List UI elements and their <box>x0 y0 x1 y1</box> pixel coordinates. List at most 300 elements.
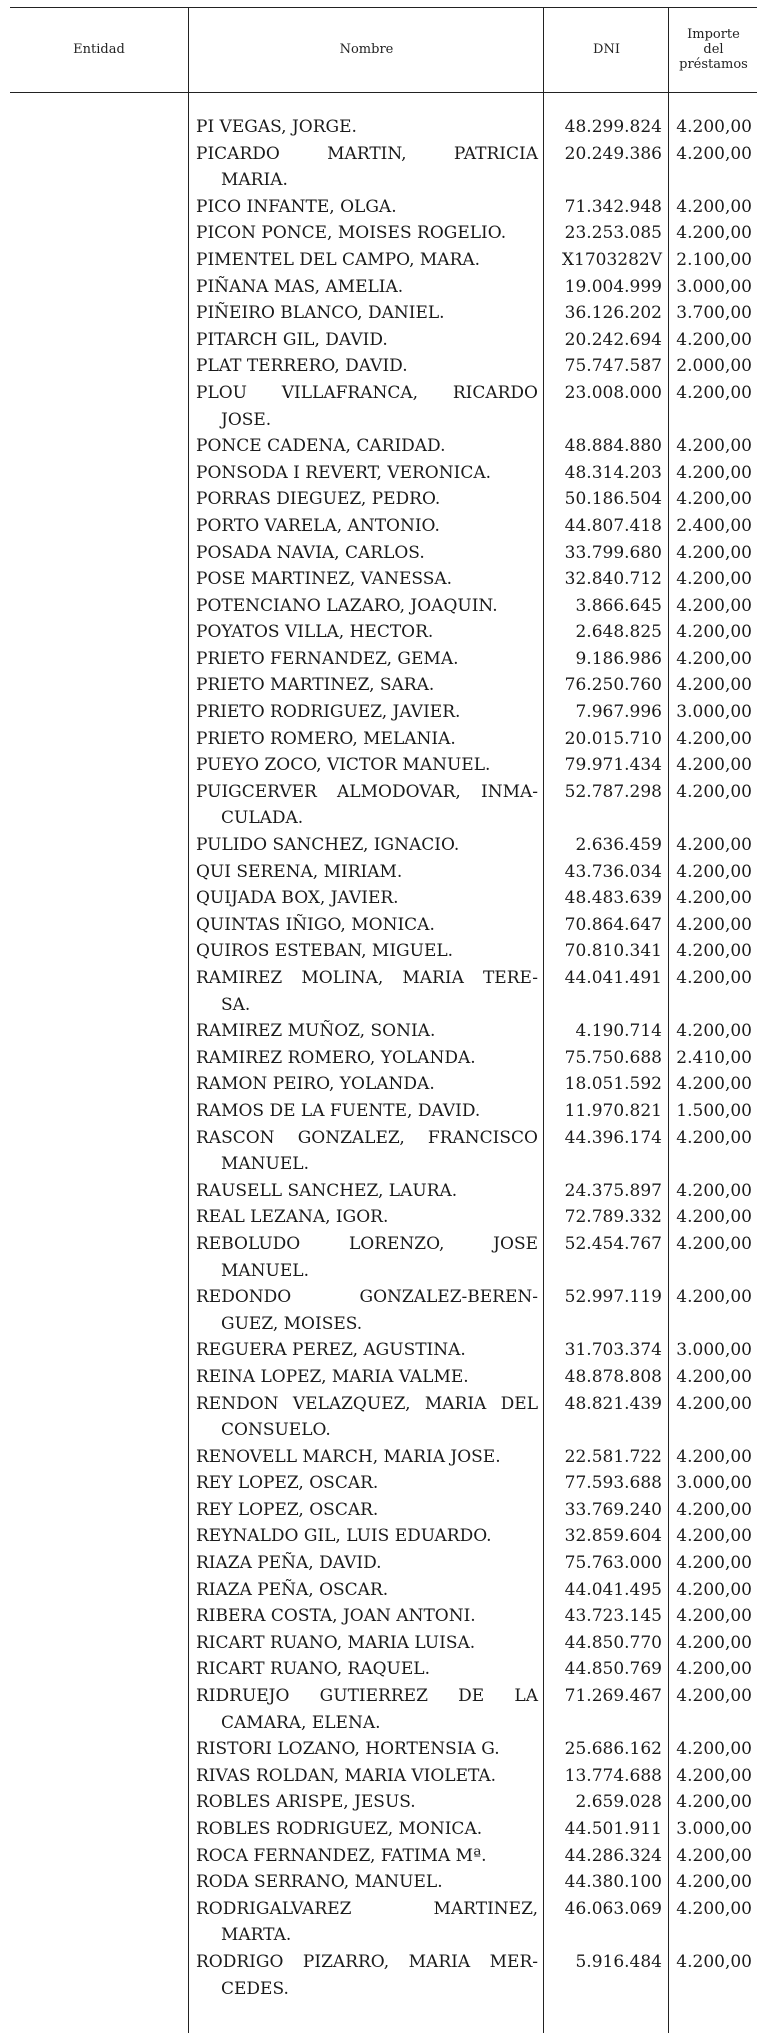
table-row <box>10 779 757 832</box>
cell-dni: 44.501.911 <box>564 1819 662 1839</box>
table-row <box>10 1204 757 1231</box>
cell-importe: 4.200,00 <box>676 1579 752 1600</box>
cell-importe: 4.200,00 <box>676 941 752 962</box>
table-row <box>10 1550 757 1577</box>
nombre-line: PIMENTEL DEL CAMPO, MARA. <box>196 249 481 270</box>
cell-dni: 48.314.203 <box>564 462 662 483</box>
header-entidad: Entidad <box>73 42 125 57</box>
cell-dni: 44.041.491 <box>564 968 662 988</box>
cell-importe: 4.200,00 <box>676 223 752 244</box>
cell-nombre <box>196 566 538 593</box>
cell-importe: 2.000,00 <box>676 356 752 377</box>
cell-nombre <box>196 938 538 965</box>
nombre-line: RAMON PEIRO, YOLANDA. <box>196 1074 435 1095</box>
nombre-line: REDONDO GONZALEZ-BEREN- <box>196 1287 538 1308</box>
nombre-line: RIVAS ROLDAN, MARIA VIOLETA. <box>196 1765 497 1786</box>
cell-importe: 3.700,00 <box>676 303 752 324</box>
cell-dni: 24.375.897 <box>564 1180 662 1201</box>
table-row <box>10 1125 757 1178</box>
cell-nombre <box>196 593 538 620</box>
nombre-line: ROBLES RODRIGUEZ, MONICA. <box>196 1819 483 1839</box>
cell-nombre <box>196 1178 538 1205</box>
table-row <box>10 433 757 460</box>
cell-importe: 4.200,00 <box>676 835 752 856</box>
table-row <box>10 1763 757 1790</box>
cell-nombre <box>196 1523 538 1550</box>
cell-nombre <box>196 1949 538 2002</box>
nombre-line: MARTA. <box>221 1925 292 1946</box>
nombre-line: RIBERA COSTA, JOAN ANTONI. <box>196 1606 476 1627</box>
cell-nombre <box>196 540 538 567</box>
table-row <box>10 194 757 221</box>
cell-dni: 44.286.324 <box>564 1845 662 1866</box>
cell-importe: 4.200,00 <box>676 1233 752 1254</box>
cell-dni: 20.242.694 <box>564 329 662 350</box>
cell-nombre <box>196 327 538 354</box>
nombre-line: RIAZA PEÑA, OSCAR. <box>196 1579 389 1600</box>
nombre-line: RODRIGALVAREZ MARTINEZ, <box>196 1898 538 1919</box>
nombre-line: REGUERA PEREZ, AGUSTINA. <box>196 1340 466 1361</box>
cell-dni: 19.004.999 <box>564 276 662 297</box>
cell-dni: 2.648.825 <box>575 622 662 643</box>
cell-importe: 4.200,00 <box>676 781 752 802</box>
nombre-line: GUEZ, MOISES. <box>221 1313 363 1334</box>
cell-dni: 43.723.145 <box>564 1606 662 1627</box>
table-row <box>10 274 757 301</box>
table-row <box>10 540 757 567</box>
table-row <box>10 247 757 274</box>
cell-dni: 33.769.240 <box>564 1499 662 1520</box>
cell-nombre <box>196 300 538 327</box>
cell-nombre <box>196 1470 538 1497</box>
cell-importe: 4.200,00 <box>676 1207 752 1228</box>
cell-dni: 77.593.688 <box>564 1473 662 1494</box>
table-row <box>10 1869 757 1896</box>
cell-importe: 4.200,00 <box>676 1287 752 1308</box>
cell-nombre <box>196 513 538 540</box>
cell-dni: 75.750.688 <box>564 1047 662 1068</box>
nombre-line: REAL LEZANA, IGOR. <box>196 1207 389 1228</box>
nombre-line: RAMOS DE LA FUENTE, DAVID. <box>196 1100 481 1121</box>
cell-nombre <box>196 1656 538 1683</box>
cell-nombre <box>196 1630 538 1657</box>
cell-nombre <box>196 885 538 912</box>
cell-nombre <box>196 1896 538 1949</box>
cell-nombre <box>196 1337 538 1364</box>
table-row <box>10 460 757 487</box>
cell-importe: 4.200,00 <box>676 1951 752 1972</box>
cell-importe: 4.200,00 <box>676 117 752 137</box>
cell-dni: 48.884.880 <box>564 436 662 457</box>
cell-dni: 52.454.767 <box>564 1233 662 1254</box>
nombre-line: ROBLES ARISPE, JESUS. <box>196 1792 416 1813</box>
cell-dni: 44.380.100 <box>564 1872 662 1893</box>
cell-nombre <box>196 1816 538 1843</box>
cell-nombre <box>196 274 538 301</box>
nombre-line: PUIGCERVER ALMODOVAR, INMA- <box>196 781 538 802</box>
nombre-line: RAMIREZ MUÑOZ, SONIA. <box>196 1021 436 1042</box>
cell-dni: 32.859.604 <box>564 1526 662 1547</box>
cell-nombre <box>196 726 538 753</box>
cell-dni: 2.636.459 <box>575 835 662 856</box>
nombre-line: PULIDO SANCHEZ, IGNACIO. <box>196 835 460 856</box>
cell-importe: 4.200,00 <box>676 1446 752 1467</box>
cell-dni: 32.840.712 <box>564 569 662 590</box>
nombre-line: PICON PONCE, MOISES ROGELIO. <box>196 223 507 244</box>
table-row <box>10 566 757 593</box>
cell-nombre <box>196 646 538 673</box>
table-row <box>10 1683 757 1736</box>
nombre-line: CAMARA, ELENA. <box>221 1712 381 1733</box>
nombre-line: RICART RUANO, MARIA LUISA. <box>196 1632 476 1653</box>
cell-importe: 2.400,00 <box>676 515 752 536</box>
table-row <box>10 646 757 673</box>
table-row <box>10 1284 757 1337</box>
cell-importe: 1.500,00 <box>676 1100 752 1121</box>
cell-importe: 4.200,00 <box>676 382 752 403</box>
cell-importe: 4.200,00 <box>676 755 752 776</box>
nombre-line: PLOU VILLAFRANCA, RICARDO <box>196 382 538 403</box>
cell-dni: 44.041.495 <box>564 1579 662 1600</box>
cell-nombre <box>196 699 538 726</box>
cell-dni: 25.686.162 <box>564 1739 662 1760</box>
cell-nombre <box>196 486 538 513</box>
cell-importe: 4.200,00 <box>676 1074 752 1095</box>
nombre-line: POTENCIANO LAZARO, JOAQUIN. <box>196 595 498 616</box>
cell-nombre <box>196 672 538 699</box>
nombre-line: RICART RUANO, RAQUEL. <box>196 1659 430 1680</box>
cell-importe: 2.100,00 <box>676 249 752 270</box>
cell-importe: 4.200,00 <box>676 595 752 616</box>
cell-nombre <box>196 380 538 433</box>
cell-nombre <box>196 1789 538 1816</box>
cell-importe: 4.200,00 <box>676 196 752 217</box>
nombre-line: PIÑANA MAS, AMELIA. <box>196 276 404 297</box>
cell-nombre <box>196 1444 538 1471</box>
table-row <box>10 832 757 859</box>
cell-nombre <box>196 1284 538 1337</box>
table-row <box>10 1523 757 1550</box>
cell-dni: 2.659.028 <box>575 1792 662 1813</box>
nombre-line: RISTORI LOZANO, HORTENSIA G. <box>196 1739 500 1760</box>
cell-nombre <box>196 859 538 886</box>
table-row <box>10 752 757 779</box>
cell-importe: 4.200,00 <box>676 569 752 590</box>
cell-importe: 4.200,00 <box>676 1499 752 1520</box>
cell-dni: 31.703.374 <box>564 1340 662 1361</box>
cell-dni: X1703282V <box>561 249 662 270</box>
cell-importe: 4.200,00 <box>676 675 752 696</box>
cell-importe: 4.200,00 <box>676 968 752 988</box>
cell-nombre <box>196 1125 538 1178</box>
nombre-line: RIDRUEJO GUTIERREZ DE LA <box>196 1686 538 1707</box>
header-importe-line: préstamos <box>679 57 748 72</box>
cell-nombre <box>196 194 538 221</box>
table-row <box>10 672 757 699</box>
nombre-line: RASCON GONZALEZ, FRANCISCO <box>196 1127 538 1148</box>
cell-importe: 2.410,00 <box>676 1047 752 1068</box>
cell-nombre <box>196 1204 538 1231</box>
cell-dni: 50.186.504 <box>564 489 662 510</box>
cell-importe: 4.200,00 <box>676 1659 752 1680</box>
cell-importe: 4.200,00 <box>676 1127 752 1148</box>
nombre-line: RAUSELL SANCHEZ, LAURA. <box>196 1180 458 1201</box>
cell-importe: 3.000,00 <box>676 276 752 297</box>
table-row <box>10 885 757 912</box>
cell-importe: 4.200,00 <box>676 1632 752 1653</box>
table-row <box>10 1178 757 1205</box>
table-row <box>10 1630 757 1657</box>
nombre-line: POSE MARTINEZ, VANESSA. <box>196 569 453 590</box>
nombre-line: REBOLUDO LORENZO, JOSE <box>196 1233 538 1254</box>
table-row <box>10 380 757 433</box>
cell-importe: 4.200,00 <box>676 888 752 909</box>
cell-dni: 75.747.587 <box>564 356 662 377</box>
table-row <box>10 1949 757 2002</box>
table-row <box>10 726 757 753</box>
cell-nombre <box>196 1763 538 1790</box>
nombre-line: QUIROS ESTEBAN, MIGUEL. <box>196 941 454 962</box>
cell-importe: 4.200,00 <box>676 1765 752 1786</box>
header-dni: DNI <box>543 7 669 92</box>
nombre-line: PLAT TERRERO, DAVID. <box>196 356 408 377</box>
cell-dni: 20.249.386 <box>564 143 662 164</box>
cell-importe: 4.200,00 <box>676 622 752 643</box>
nombre-line: CONSUELO. <box>221 1420 331 1441</box>
cell-dni: 46.063.069 <box>564 1898 662 1919</box>
cell-dni: 52.997.119 <box>564 1287 662 1308</box>
nombre-line: PICO INFANTE, OLGA. <box>196 196 397 217</box>
cell-nombre <box>196 1843 538 1870</box>
table-row <box>10 1071 757 1098</box>
cell-dni: 23.253.085 <box>564 223 662 244</box>
table-row <box>10 1018 757 1045</box>
nombre-line: POYATOS VILLA, HECTOR. <box>196 622 434 643</box>
cell-importe: 4.200,00 <box>676 143 752 164</box>
cell-nombre <box>196 779 538 832</box>
cell-dni: 48.483.639 <box>564 888 662 909</box>
nombre-line: RENDON VELAZQUEZ, MARIA DEL <box>196 1393 538 1414</box>
table-row <box>10 619 757 646</box>
cell-importe: 4.200,00 <box>676 1898 752 1919</box>
cell-dni: 71.269.467 <box>564 1686 662 1707</box>
cell-importe: 4.200,00 <box>676 1366 752 1387</box>
nombre-line: PIÑEIRO BLANCO, DANIEL. <box>196 303 445 324</box>
nombre-line: POSADA NAVIA, CARLOS. <box>196 542 425 563</box>
cell-importe: 3.000,00 <box>676 1340 752 1361</box>
nombre-line: PRIETO MARTINEZ, SARA. <box>196 675 435 696</box>
cell-importe: 4.200,00 <box>676 1180 752 1201</box>
cell-dni: 71.342.948 <box>564 196 662 217</box>
cell-dni: 7.967.996 <box>575 702 662 723</box>
cell-nombre <box>196 1364 538 1391</box>
cell-dni: 13.774.688 <box>564 1765 662 1786</box>
table-row <box>10 1098 757 1125</box>
table-row <box>10 353 757 380</box>
table-row <box>10 965 757 1018</box>
cell-importe: 3.000,00 <box>676 1473 752 1494</box>
cell-nombre <box>196 1497 538 1524</box>
cell-dni: 52.787.298 <box>564 781 662 802</box>
table-body <box>10 114 757 2002</box>
table-row <box>10 938 757 965</box>
table-row <box>10 1497 757 1524</box>
cell-importe: 4.200,00 <box>676 1792 752 1813</box>
cell-dni: 36.126.202 <box>564 303 662 324</box>
nombre-line: CULADA. <box>221 808 304 829</box>
cell-importe: 4.200,00 <box>676 1872 752 1893</box>
header-nombre: Nombre <box>188 7 544 92</box>
cell-dni: 11.970.821 <box>564 1100 662 1121</box>
cell-nombre <box>196 1071 538 1098</box>
cell-dni: 9.186.986 <box>575 648 662 669</box>
nombre-line: RENOVELL MARCH, MARIA JOSE. <box>196 1446 501 1467</box>
nombre-line: MANUEL. <box>221 1154 309 1175</box>
cell-nombre <box>196 1603 538 1630</box>
cell-dni: 48.878.808 <box>564 1366 662 1387</box>
header-importe-line: del <box>703 42 724 57</box>
cell-dni: 43.736.034 <box>564 861 662 882</box>
cell-dni: 44.396.174 <box>564 1127 662 1148</box>
nombre-line: PI VEGAS, JORGE. <box>196 117 357 137</box>
table-row <box>10 1577 757 1604</box>
cell-nombre <box>196 141 538 194</box>
nombre-line: PORTO VARELA, ANTONIO. <box>196 515 440 536</box>
cell-dni: 79.971.434 <box>564 755 662 776</box>
table-row <box>10 114 757 141</box>
cell-dni: 48.299.824 <box>564 117 662 137</box>
table-row <box>10 1843 757 1870</box>
cell-nombre <box>196 1736 538 1763</box>
cell-dni: 70.864.647 <box>564 914 662 935</box>
cell-importe: 3.000,00 <box>676 702 752 723</box>
cell-importe: 4.200,00 <box>676 1393 752 1414</box>
cell-nombre <box>196 1018 538 1045</box>
cell-nombre <box>196 1550 538 1577</box>
table-row <box>10 1391 757 1444</box>
cell-dni: 33.799.680 <box>564 542 662 563</box>
table-row <box>10 1656 757 1683</box>
cell-nombre <box>196 220 538 247</box>
cell-importe: 4.200,00 <box>676 1553 752 1574</box>
cell-nombre <box>196 1869 538 1896</box>
cell-nombre <box>196 353 538 380</box>
nombre-line: QUIJADA BOX, JAVIER. <box>196 888 399 909</box>
cell-nombre <box>196 114 538 141</box>
nombre-line: RODA SERRANO, MANUEL. <box>196 1872 443 1893</box>
cell-nombre <box>196 1391 538 1444</box>
nombre-line: PONCE CADENA, CARIDAD. <box>196 436 446 457</box>
cell-dni: 23.008.000 <box>564 382 662 403</box>
nombre-line: ROCA FERNANDEZ, FATIMA Mª. <box>196 1845 487 1866</box>
cell-importe: 3.000,00 <box>676 1819 752 1839</box>
cell-nombre <box>196 433 538 460</box>
nombre-line: RAMIREZ ROMERO, YOLANDA. <box>196 1047 476 1068</box>
cell-importe: 4.200,00 <box>676 1686 752 1707</box>
table-row <box>10 1231 757 1284</box>
table-header <box>10 7 757 93</box>
table-row <box>10 1364 757 1391</box>
table-row <box>10 859 757 886</box>
cell-importe: 4.200,00 <box>676 914 752 935</box>
cell-nombre <box>196 247 538 274</box>
cell-importe: 4.200,00 <box>676 462 752 483</box>
header-importe-line: Importe <box>687 27 740 42</box>
nombre-line: PICARDO MARTIN, PATRICIA <box>196 143 538 164</box>
cell-nombre <box>196 619 538 646</box>
cell-importe: 4.200,00 <box>676 1845 752 1866</box>
table-row <box>10 1603 757 1630</box>
cell-dni: 4.190.714 <box>575 1021 662 1042</box>
table-row <box>10 912 757 939</box>
nombre-line: RODRIGO PIZARRO, MARIA MER- <box>196 1951 538 1972</box>
nombre-line: PITARCH GIL, DAVID. <box>196 329 388 350</box>
cell-nombre <box>196 912 538 939</box>
nombre-line: REINA LOPEZ, MARIA VALME. <box>196 1366 469 1387</box>
nombre-line: JOSE. <box>221 409 272 430</box>
cell-nombre <box>196 1683 538 1736</box>
nombre-line: PRIETO RODRIGUEZ, JAVIER. <box>196 702 461 723</box>
cell-nombre <box>196 965 538 1018</box>
nombre-line: PRIETO ROMERO, MELANIA. <box>196 728 456 749</box>
nombre-line: QUINTAS IÑIGO, MONICA. <box>196 914 435 935</box>
cell-dni: 5.916.484 <box>575 1951 662 1972</box>
cell-nombre <box>196 1045 538 1072</box>
table-row <box>10 1896 757 1949</box>
cell-importe: 4.200,00 <box>676 1526 752 1547</box>
nombre-line: PUEYO ZOCO, VICTOR MANUEL. <box>196 755 491 776</box>
cell-dni: 72.789.332 <box>564 1207 662 1228</box>
nombre-line: PRIETO FERNANDEZ, GEMA. <box>196 648 459 669</box>
cell-importe: 4.200,00 <box>676 648 752 669</box>
cell-dni: 48.821.439 <box>564 1393 662 1414</box>
cell-nombre <box>196 1577 538 1604</box>
table-row <box>10 1045 757 1072</box>
nombre-line: REY LOPEZ, OSCAR. <box>196 1499 379 1520</box>
nombre-line: REYNALDO GIL, LUIS EDUARDO. <box>196 1526 492 1547</box>
table-row <box>10 486 757 513</box>
cell-dni: 75.763.000 <box>564 1553 662 1574</box>
cell-importe: 4.200,00 <box>676 1739 752 1760</box>
cell-importe: 4.200,00 <box>676 1021 752 1042</box>
cell-importe: 4.200,00 <box>676 542 752 563</box>
cell-dni: 44.850.769 <box>564 1659 662 1680</box>
cell-dni: 18.051.592 <box>564 1074 662 1095</box>
table-row <box>10 513 757 540</box>
cell-dni: 44.807.418 <box>564 515 662 536</box>
cell-nombre <box>196 1231 538 1284</box>
nombre-line: MARIA. <box>221 170 288 191</box>
cell-dni: 22.581.722 <box>564 1446 662 1467</box>
nombre-line: MANUEL. <box>221 1260 309 1281</box>
cell-nombre <box>196 752 538 779</box>
cell-dni: 20.015.710 <box>564 728 662 749</box>
cell-importe: 4.200,00 <box>676 329 752 350</box>
table-row <box>10 1736 757 1763</box>
cell-importe: 4.200,00 <box>676 489 752 510</box>
table-row <box>10 220 757 247</box>
header-importe <box>668 7 758 92</box>
nombre-line: RIAZA PEÑA, DAVID. <box>196 1553 382 1574</box>
nombre-line: QUI SERENA, MIRIAM. <box>196 861 403 882</box>
cell-dni: 70.810.341 <box>564 941 662 962</box>
nombre-line: REY LOPEZ, OSCAR. <box>196 1473 379 1494</box>
nombre-line: RAMIREZ MOLINA, MARIA TERE- <box>196 968 538 988</box>
table-row <box>10 1816 757 1843</box>
cell-nombre <box>196 460 538 487</box>
nombre-line: PONSODA I REVERT, VERONICA. <box>196 462 492 483</box>
cell-dni: 44.850.770 <box>564 1632 662 1653</box>
